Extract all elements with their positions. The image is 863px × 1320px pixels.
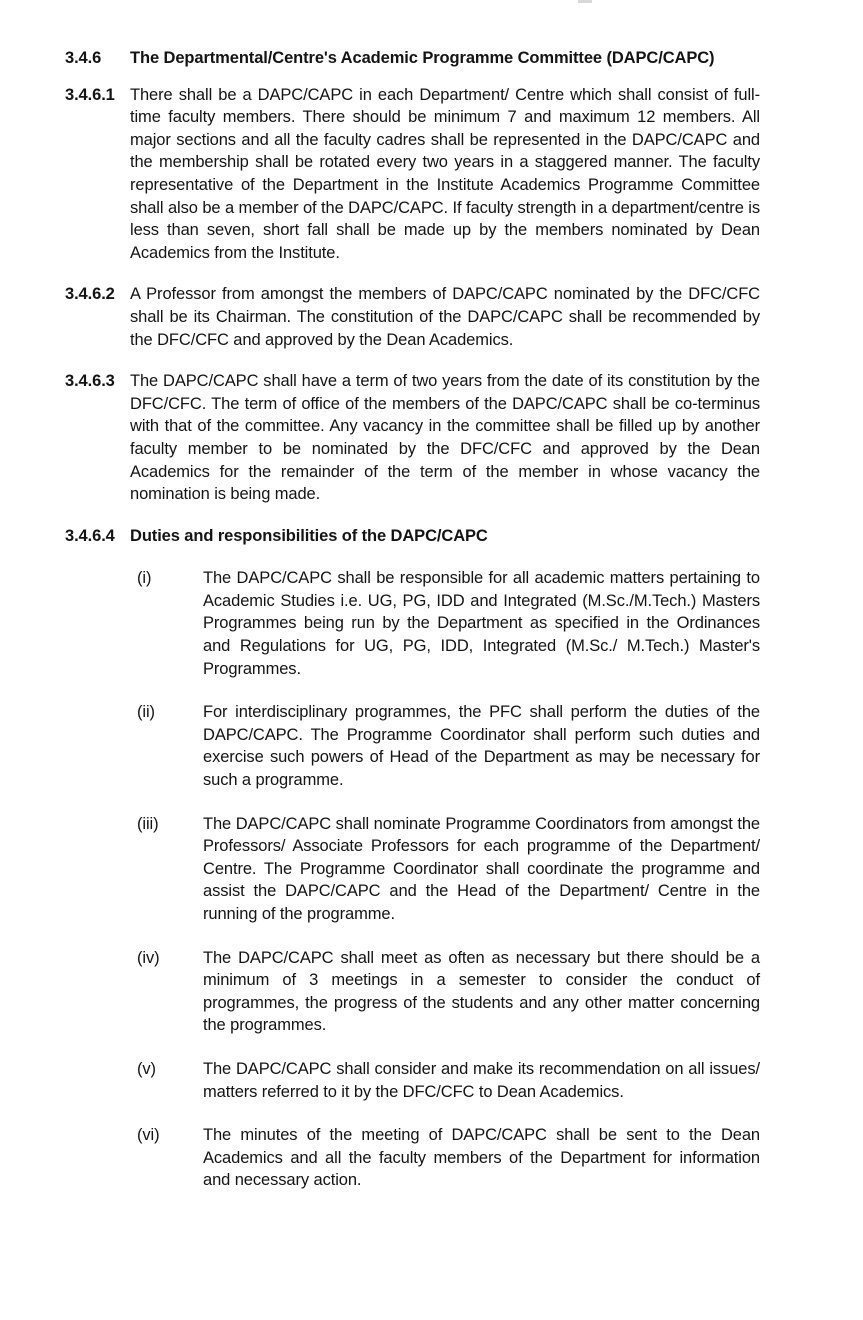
section-heading bbox=[65, 47, 760, 70]
paragraph-number: 3.4.6.1 bbox=[65, 85, 115, 104]
list-item-text: For interdisciplinary programmes, the PFC shall perform the duties of the DAPC/​CAPC. The Programme Coordinator shall perform such duties and exercise such powers of Head of the Department as may be necessary for such a programme. bbox=[203, 703, 760, 790]
subsection-heading bbox=[65, 525, 760, 548]
list-item-label: (iv) bbox=[137, 948, 160, 967]
list-item-i bbox=[137, 567, 760, 680]
paragraph-text: There shall be a DAPC/​CAPC in each Department/​ Centre which shall consist of full-time faculty members. There should be minimum 7 and maximum 12 members. All major sections and all the faculty cadres shall be represented in the DAPC/​CAPC and the membership shall be rotated every two years in a staggered manner. The faculty representative of the Department in the Institute Academics Programme Committee shall also be a member of the DAPC/​CAPC. If faculty strength in a department/​centre is less than seven, short fall shall be made up by the members nominated by Dean Academics from the Institute. bbox=[130, 85, 760, 262]
paragraph-number: 3.4.6.2 bbox=[65, 285, 115, 304]
page-content bbox=[65, 47, 760, 1213]
paragraph-text: A Professor from amongst the members of DAPC/​CAPC nominated by the DFC/​CFC shall be its Chairman. The constitution of the DAPC/​CAPC shall be recommended by the DFC/​CFC and approved by the Dean Academics. bbox=[130, 285, 760, 349]
list-item-iv bbox=[137, 947, 760, 1037]
list-item-label: (v) bbox=[137, 1059, 156, 1078]
subsection-title: Duties and responsibilities of the DAPC/​CAPC bbox=[130, 526, 488, 545]
section-title: The Departmental/​Centre's Academic Programme Committee (DAPC/​CAPC) bbox=[130, 49, 715, 67]
paragraph-3463 bbox=[65, 370, 760, 506]
list-item-vi bbox=[137, 1124, 760, 1192]
list-item-ii bbox=[137, 701, 760, 791]
list-item-label: (vi) bbox=[137, 1126, 160, 1145]
list-item-text: The DAPC/​CAPC shall nominate Programme Coordinators from amongst the Professors/​ Associate Professors for each programme of the Department/​ Centre. The Programme Coordinator shall coordinate the programme and assist the DAPC/​CAPC and the Head of the Department/​ Centre in the running of the programme. bbox=[203, 814, 760, 923]
duties-list bbox=[65, 567, 760, 1192]
list-item-v bbox=[137, 1058, 760, 1103]
subsection-number: 3.4.6.4 bbox=[65, 526, 115, 545]
scan-artifact bbox=[578, 0, 592, 3]
list-item-label: (iii) bbox=[137, 814, 159, 833]
section-number: 3.4.6 bbox=[65, 49, 102, 67]
paragraph-number: 3.4.6.3 bbox=[65, 372, 115, 391]
list-item-text: The DAPC/​CAPC shall consider and make its recommendation on all issues/​ matters referred to it by the DFC/​CFC to Dean Academics. bbox=[203, 1059, 760, 1101]
list-item-iii bbox=[137, 813, 760, 926]
list-item-text: The DAPC/​CAPC shall meet as often as necessary but there should be a minimum of 3 meetings in a semester to consider the conduct of programmes, the progress of the students and any other matter concerning the programmes. bbox=[203, 948, 760, 1035]
list-item-label: (i) bbox=[137, 569, 152, 588]
paragraph-3461 bbox=[65, 84, 760, 265]
list-item-label: (ii) bbox=[137, 703, 155, 722]
list-item-text: The minutes of the meeting of DAPC/​CAPC shall be sent to the Dean Academics and all the faculty members of the Department for information and necessary action. bbox=[203, 1126, 760, 1190]
list-item-text: The DAPC/​CAPC shall be responsible for all academic matters pertaining to Academic Studies i.e. UG, PG, IDD and Integrated (M.Sc./​M.Tech.) Masters Programmes being run by the Department as specified in the Ordinances and Regulations for UG, PG, IDD, Integrated (M.Sc./​ M.Tech.) Master's Programmes. bbox=[203, 569, 760, 678]
paragraph-3462 bbox=[65, 283, 760, 351]
paragraph-text: The DAPC/​CAPC shall have a term of two years from the date of its constitution by the DFC/​CFC. The term of office of the members of the DAPC/​CAPC shall be co-terminus with that of the committee. Any vacancy in the committee shall be filled up by another faculty member to be nominated by the DFC/​CFC and approved by the Dean Academics for the remainder of the term of the member in whose vacancy the nomination is being made. bbox=[130, 372, 760, 504]
